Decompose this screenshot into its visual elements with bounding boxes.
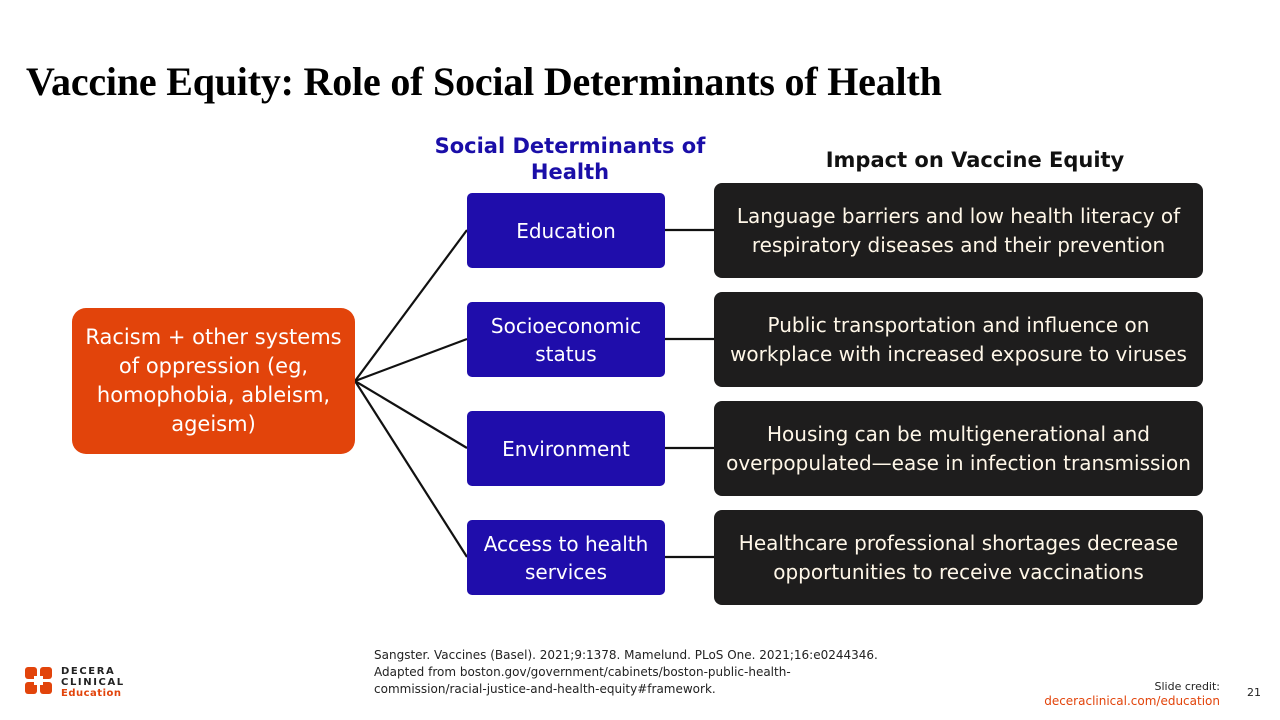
connector-root-access [355,381,467,557]
impact-text: Public transportation and influence on workplace with increased exposure to viruses [730,312,1187,366]
decera-logo-icon [25,667,53,695]
credit-label: Slide credit: [1154,680,1220,693]
logo-line-decera: DECERA [61,666,116,677]
determinant-label: Education [516,218,616,243]
determinant-box-socioeconomic [467,302,665,377]
decera-logo [25,665,165,699]
determinant-box-education [467,193,665,268]
impact-box-education [714,183,1203,278]
impact-box-access [714,510,1203,605]
connector-root-education [355,230,467,381]
citation-line: commission/racial-justice-and-health-equity#framework. [374,682,716,696]
determinant-label: Environment [502,436,630,461]
impact-text: Healthcare professional shortages decrease opportunities to receive vaccinations [738,530,1179,584]
logo-line-clinical: CLINICAL [61,677,125,688]
citation [374,647,878,698]
citation-line: Sangster. Vaccines (Basel). 2021;9:1378. Mamelund. PLoS One. 2021;16:e0244346. [374,648,878,662]
page-number: 21 [1247,686,1261,699]
determinant-label: Access to health services [483,531,649,584]
determinant-box-access [467,520,665,595]
credit-url-link[interactable]: deceraclinical.com/education [1044,694,1220,708]
logo-line-education: Education [61,688,122,699]
root-box-racism [72,308,355,454]
determinants-heading: Social Determinants of Health [434,134,706,184]
citation-line: Adapted from boston.gov/government/cabinets/boston-public-health- [374,665,791,679]
determinant-box-environment [467,411,665,486]
decera-logo-text [61,666,125,699]
slide-title: Vaccine Equity: Role of Social Determinants of Health [26,59,942,104]
slide-credit [1044,680,1220,708]
impact-text: Language barriers and low health literacy of respiratory diseases and their prevention [736,203,1181,257]
determinant-label: Socioeconomic status [490,313,642,366]
root-text: Racism + other systems of oppression (eg, homophobia, ableism, ageism) [85,325,342,436]
impact-box-socioeconomic [714,292,1203,387]
impact-box-environment [714,401,1203,496]
impact-heading: Impact on Vaccine Equity [825,148,1125,172]
connector-root-environment [355,381,467,448]
impact-text: Housing can be multigenerational and overpopulated—ease in infection transmission [726,421,1191,475]
